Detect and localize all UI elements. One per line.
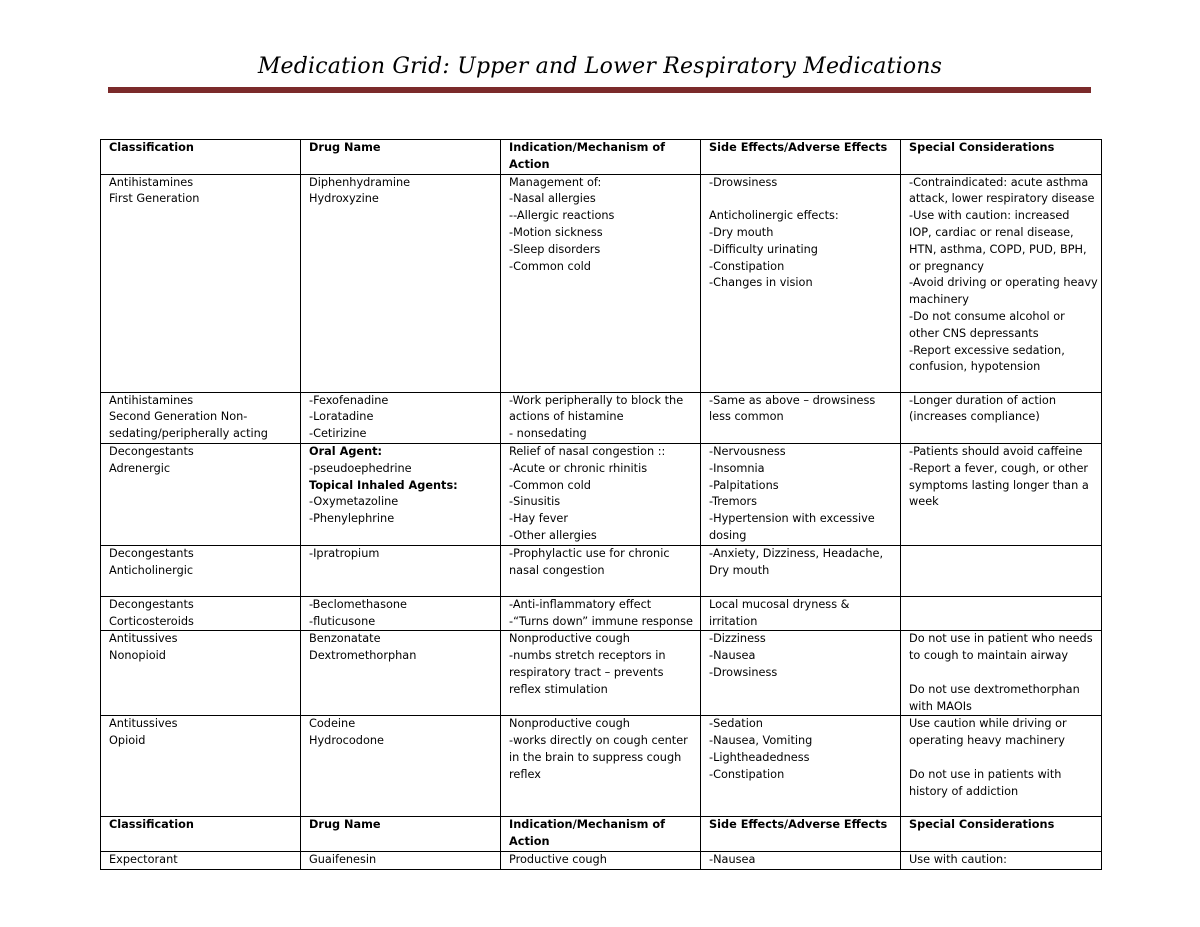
cell-line: -Common cold [509, 478, 591, 492]
table-cell [901, 443, 1102, 545]
cell-line [909, 750, 1101, 767]
table-cell [701, 443, 901, 545]
cell-line: First Generation [109, 192, 200, 206]
table-cell [901, 545, 1102, 596]
cell-line: -Same as above – drowsiness [709, 393, 876, 407]
cell-line: -Sinusitis [509, 495, 561, 509]
table-cell [701, 174, 901, 392]
cell-line: less common [709, 410, 784, 424]
cell-line: Management of: [509, 175, 602, 189]
header-cell: Side Effects/Adverse Effects [701, 817, 901, 852]
cell-line: Nonopioid [109, 649, 166, 663]
title-underline [108, 87, 1091, 93]
cell-line: Opioid [109, 734, 146, 748]
table-cell [701, 545, 901, 596]
cell-line: Do not use in patient who needs [909, 632, 1093, 646]
cell-line: irritation [709, 614, 758, 628]
table-cell [901, 716, 1102, 817]
cell-line: Anticholinergic effects: [709, 209, 839, 223]
cell-line: Use caution while driving or [909, 717, 1067, 731]
cell-line: -Sleep disorders [509, 242, 601, 256]
table-cell [301, 851, 501, 869]
table-cell [701, 596, 901, 631]
table-row [101, 545, 1102, 596]
cell-line: -Report excessive sedation, [909, 343, 1065, 357]
cell-line: --Allergic reactions [509, 209, 615, 223]
cell-line: Codeine [309, 717, 356, 731]
cell-line: -Hay fever [509, 512, 568, 526]
cell-line: Guaifenesin [309, 852, 377, 866]
cell-line: -Prophylactic use for chronic [509, 546, 670, 560]
cell-line: -Constipation [709, 259, 785, 273]
table-cell [101, 545, 301, 596]
table-cell [901, 596, 1102, 631]
cell-line: -Report a fever, cough, or other [909, 461, 1089, 475]
cell-line: Decongestants [109, 444, 194, 458]
table-row [101, 443, 1102, 545]
cell-line: -Difficulty urinating [709, 242, 818, 256]
cell-line: -Anti-inflammatory effect [509, 597, 652, 611]
cell-line: symptoms lasting longer than a [909, 478, 1089, 492]
cell-line: -Nausea, Vomiting [709, 734, 813, 748]
table-cell [301, 174, 501, 392]
cell-line: -Cetirizine [309, 427, 367, 441]
cell-line: attack, lower respiratory disease [909, 192, 1095, 206]
cell-line: Nonproductive cough [509, 632, 630, 646]
cell-line: -Lightheadedness [709, 750, 810, 764]
cell-line: -Oxymetazoline [309, 495, 399, 509]
table-row [101, 851, 1102, 869]
cell-line: Do not use dextromethorphan [909, 682, 1080, 696]
cell-line: Hydroxyzine [309, 192, 379, 206]
cell-line: Relief of nasal congestion :: [509, 444, 666, 458]
cell-line: Productive cough [509, 852, 607, 866]
cell-line: -Work peripherally to block the [509, 393, 684, 407]
cell-line: -Nausea [709, 852, 756, 866]
table-cell [301, 392, 501, 443]
cell-line: machinery [909, 293, 969, 307]
table-cell [901, 851, 1102, 869]
table-cell [101, 596, 301, 631]
cell-line: -pseudoephedrine [309, 461, 412, 475]
cell-line: -Beclomethasone [309, 597, 408, 611]
header-cell: Indication/Mechanism of Action [501, 817, 701, 852]
cell-line: Adrenergic [109, 461, 171, 475]
header-cell: Drug Name [301, 140, 501, 175]
table-cell [501, 443, 701, 545]
cell-line: -works directly on cough center [509, 734, 688, 748]
cell-line: -Loratadine [309, 410, 374, 424]
cell-line: -Contraindicated: acute asthma [909, 175, 1089, 189]
cell-line: Decongestants [109, 546, 194, 560]
table-cell [501, 716, 701, 817]
table-cell [301, 716, 501, 817]
cell-line: -Use with caution: increased [909, 209, 1070, 223]
table-cell [101, 443, 301, 545]
cell-line: -Anxiety, Dizziness, Headache, [709, 546, 884, 560]
header-cell: Classification [101, 817, 301, 852]
header-cell: Special Considerations [901, 817, 1102, 852]
header-cell: Classification [101, 140, 301, 175]
cell-line: week [909, 495, 939, 509]
cell-line: Do not use in patients with [909, 767, 1062, 781]
cell-line: or pregnancy [909, 259, 984, 273]
cell-line: Corticosteroids [109, 614, 194, 628]
cell-line [709, 191, 900, 208]
table-cell [901, 392, 1102, 443]
cell-line: operating heavy machinery [909, 734, 1065, 748]
cell-line: history of addiction [909, 784, 1019, 798]
table-cell [101, 631, 301, 716]
cell-line: Decongestants [109, 597, 194, 611]
cell-line: Local mucosal dryness & [709, 597, 850, 611]
cell-line: -Avoid driving or operating heavy [909, 276, 1098, 290]
cell-line: -Constipation [709, 767, 785, 781]
table-body [101, 140, 1102, 870]
header-cell: Drug Name [301, 817, 501, 852]
table-cell [301, 545, 501, 596]
cell-line: Antihistamines [109, 175, 194, 189]
table-cell [101, 392, 301, 443]
table-cell [101, 174, 301, 392]
cell-line: -Common cold [509, 259, 591, 273]
header-cell: Special Considerations [901, 140, 1102, 175]
cell-line: in the brain to suppress cough [509, 750, 682, 764]
cell-line: Second Generation Non- [109, 410, 248, 424]
cell-line: -Ipratropium [309, 546, 380, 560]
cell-line: Anticholinergic [109, 563, 194, 577]
cell-line: Expectorant [109, 852, 178, 866]
table-cell [501, 851, 701, 869]
cell-line: reflex [509, 767, 541, 781]
table-row [101, 174, 1102, 392]
cell-line: reflex stimulation [509, 682, 608, 696]
cell-line [909, 665, 1101, 682]
table-cell [101, 716, 301, 817]
table-cell [301, 631, 501, 716]
table-cell [501, 596, 701, 631]
cell-line: -Changes in vision [709, 276, 813, 290]
table-cell [501, 545, 701, 596]
cell-line: -Hypertension with excessive [709, 512, 875, 526]
cell-line: -Fexofenadine [309, 393, 389, 407]
cell-line: nasal congestion [509, 563, 605, 577]
repeated-header-row [101, 817, 1102, 852]
cell-line: -Do not consume alcohol or [909, 309, 1065, 323]
cell-line: to cough to maintain airway [909, 649, 1069, 663]
table-cell [101, 851, 301, 869]
cell-line: -Drowsiness [709, 175, 778, 189]
table-row [101, 596, 1102, 631]
cell-line: Antitussives [109, 717, 178, 731]
cell-line: Antitussives [109, 632, 178, 646]
cell-line: -Dizziness [709, 632, 766, 646]
cell-line: -Nervousness [709, 444, 786, 458]
cell-line: -Patients should avoid caffeine [909, 444, 1083, 458]
cell-line: -Phenylephrine [309, 512, 395, 526]
table-cell [701, 631, 901, 716]
cell-line: Benzonatate [309, 632, 381, 646]
cell-line: -numbs stretch receptors in [509, 649, 666, 663]
cell-line: actions of histamine [509, 410, 624, 424]
cell-line: respiratory tract – prevents [509, 665, 664, 679]
table-row [101, 392, 1102, 443]
cell-line: Topical Inhaled Agents: [309, 478, 458, 492]
table-cell [301, 596, 501, 631]
cell-line: Use with caution: [909, 852, 1007, 866]
cell-line: -Sedation [709, 717, 763, 731]
cell-line: -Nasal allergies [509, 192, 596, 206]
cell-line: -fluticusone [309, 614, 376, 628]
table-cell [701, 392, 901, 443]
table-cell [701, 851, 901, 869]
cell-line: Diphenhydramine [309, 175, 411, 189]
cell-line: Dry mouth [709, 563, 770, 577]
cell-line: -Drowsiness [709, 665, 778, 679]
cell-line: sedating/peripherally acting [109, 427, 268, 441]
table-row [101, 631, 1102, 716]
table-cell [501, 174, 701, 392]
cell-line: IOP, cardiac or renal disease, [909, 225, 1074, 239]
table-cell [301, 443, 501, 545]
cell-line: with MAOIs [909, 699, 972, 713]
page-title: Medication Grid: Upper and Lower Respiratory Medications [257, 54, 943, 79]
cell-line: - nonsedating [509, 427, 587, 441]
cell-line: other CNS depressants [909, 326, 1039, 340]
cell-line: Nonproductive cough [509, 717, 630, 731]
header-cell: Side Effects/Adverse Effects [701, 140, 901, 175]
header-row [101, 140, 1102, 175]
cell-line: -Dry mouth [709, 225, 774, 239]
cell-line: Antihistamines [109, 393, 194, 407]
cell-line: Hydrocodone [309, 734, 384, 748]
cell-line: -Other allergies [509, 528, 597, 542]
cell-line: dosing [709, 528, 747, 542]
table-cell [701, 716, 901, 817]
table-cell [501, 631, 701, 716]
cell-line: -Palpitations [709, 478, 779, 492]
cell-line: -Longer duration of action [909, 393, 1056, 407]
table-row [101, 716, 1102, 817]
cell-line: Dextromethorphan [309, 649, 417, 663]
cell-line: -Motion sickness [509, 225, 603, 239]
cell-line: HTN, asthma, COPD, PUD, BPH, [909, 242, 1087, 256]
table-cell [901, 174, 1102, 392]
cell-line: -“Turns down” immune response [509, 614, 693, 628]
table-cell [901, 631, 1102, 716]
cell-line: -Insomnia [709, 461, 765, 475]
cell-line: confusion, hypotension [909, 360, 1041, 374]
cell-line: -Tremors [709, 495, 758, 509]
cell-line: Oral Agent: [309, 444, 383, 458]
table-cell [501, 392, 701, 443]
cell-line: (increases compliance) [909, 410, 1040, 424]
cell-line: -Nausea [709, 649, 756, 663]
header-cell: Indication/Mechanism of Action [501, 140, 701, 175]
medication-table [100, 139, 1102, 870]
cell-line: -Acute or chronic rhinitis [509, 461, 648, 475]
